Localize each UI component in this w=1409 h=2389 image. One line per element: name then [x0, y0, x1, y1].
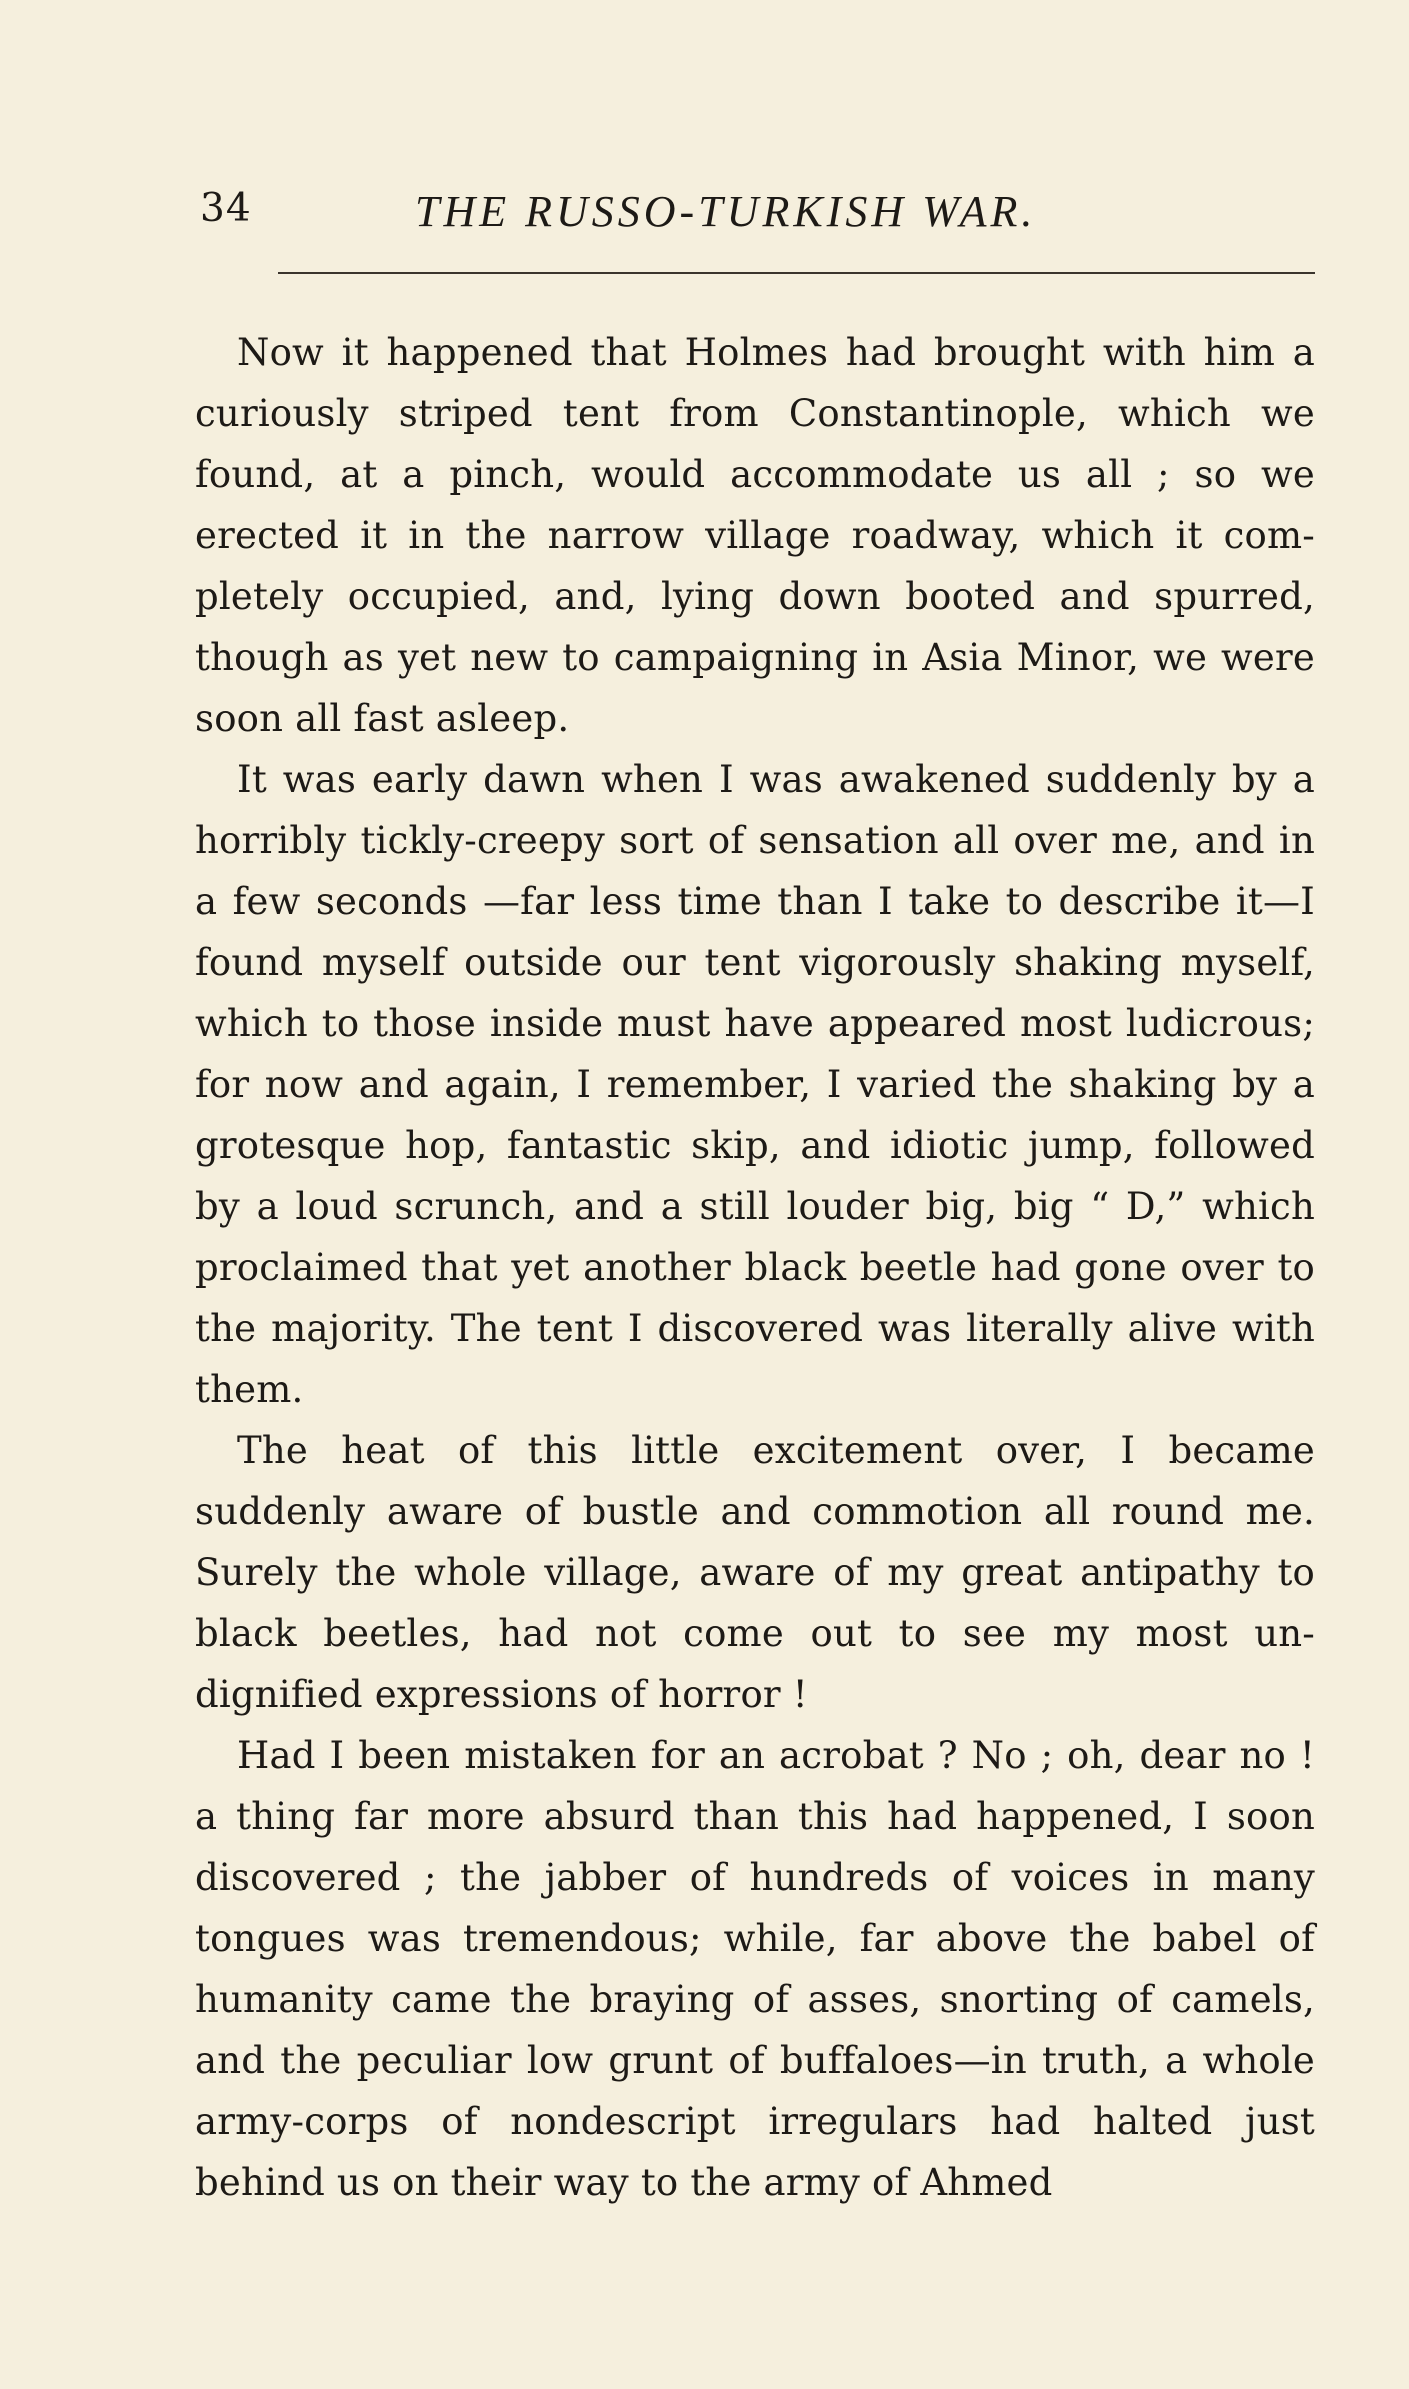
paragraph: Had I been mistaken for an acrobat ? No ; oh, dear no ! a thing far more absurd than this had happened, I soon discovered ; the jabber of hundreds of voices in many tongues was tremendous; while, far above the babel of humanity came the braying of asses, snorting of camels, and the peculiar low grunt of buffaloes—in truth, a whole army-corps of nondescript irregulars had halted just behind us on their way to the army of Ahmed [195, 1734, 1315, 2204]
page-number: 34 [200, 186, 252, 231]
paragraph: Now it happened that Holmes had brought with him a curiously striped tent from Constantinople, which we found, at a pinch, would accommodate us all ; so we erected it in the narrow village roadway, which it com-pletely occupied, and, lying down booted and spurred, though as yet new to campaigning in Asia Minor, we were soon all fast asleep. [195, 331, 1315, 740]
paragraph: It was early dawn when I was awakened suddenly by a horribly tickly-creepy sort of sensation all over me, and in a few seconds —far less time than I take to describe it—I found myself outside our tent vigorously shaking myself, which to those inside must have appeared most ludicrous; for now and again, I remember, I varied the shaking by a grotesque hop, fantastic skip, and idiotic jump, followed by a loud scrunch, and a still louder big, big “ D,” which proclaimed that yet another black beetle had gone over to the majority. The tent I discovered was literally alive with them. [195, 758, 1315, 1411]
body-text [195, 322, 1315, 2213]
page-header [200, 186, 1300, 246]
header-rule [278, 272, 1315, 274]
running-title: THE RUSSO-TURKISH WAR. [415, 187, 1037, 236]
paragraph: The heat of this little excitement over, I became suddenly aware of bustle and commotion all round me. Surely the whole village, aware of my great antipathy to black beetles, had not come out to see my most un-dignified expressions of horror ! [195, 1429, 1315, 1716]
